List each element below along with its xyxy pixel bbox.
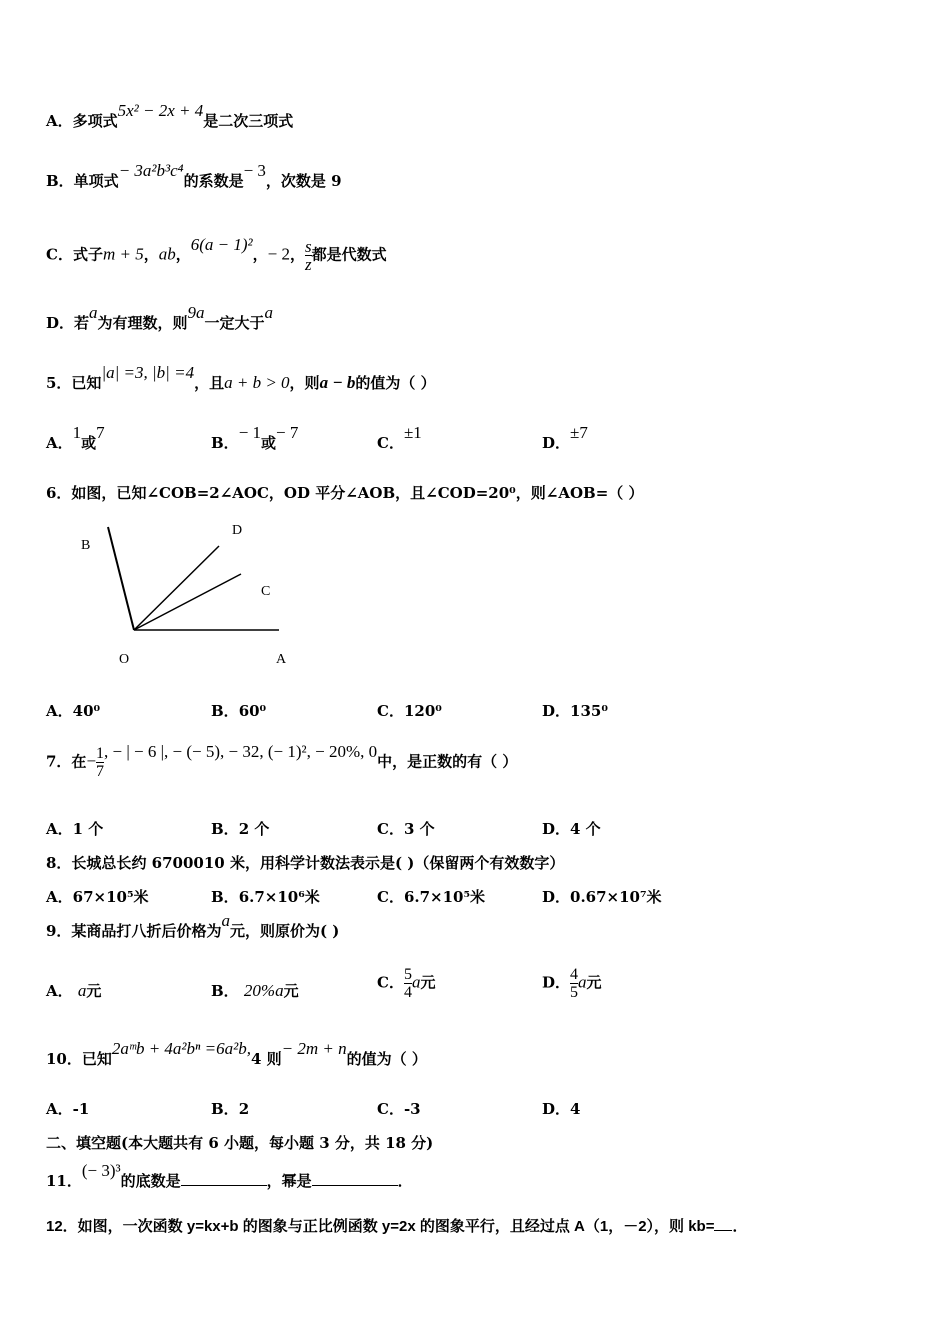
option-c-e1: m + 5 — [102, 244, 144, 264]
question-12 — [46, 1215, 748, 1236]
option-d-mid: 为有理数，则 — [97, 314, 188, 332]
option-value: 2 个 — [238, 820, 270, 838]
q11-end: ． — [397, 1172, 413, 1190]
question-11 — [46, 1161, 413, 1191]
q5-condition2: a + b > 0 — [224, 373, 290, 392]
q5-mid: ，且 — [194, 374, 225, 392]
option-fraction — [404, 966, 412, 1001]
q8-option-a — [46, 886, 149, 907]
option-letter: B． — [211, 702, 239, 720]
q8-text: 8．长城总长约 6700010 米，用科学计数法表示是( )（保留两个有效数字） — [46, 854, 565, 872]
q11-number: 11． — [46, 1172, 82, 1190]
option-d-var3: a — [264, 303, 274, 322]
q9-option-a — [46, 980, 101, 1001]
option-value: -1 — [72, 1100, 90, 1118]
option-or: 或 — [261, 434, 277, 452]
q8-option-b — [211, 886, 320, 907]
q11-expr: (− 3)³ — [81, 1161, 121, 1180]
option-letter: D． — [542, 888, 571, 906]
q12-end: ． — [732, 1218, 748, 1235]
q12-text: 12．如图，一次函数 y=kx+b 的图象与正比例函数 y=2x 的图象平行，且经过点 A（1，－2），则 kb= — [46, 1218, 715, 1235]
option-var: a — [578, 972, 587, 992]
q5-tail: 的值为（ ） — [355, 374, 436, 392]
option-letter: B． — [211, 820, 239, 838]
q5-option-d — [542, 423, 588, 453]
q10-pre: 10．已知 — [46, 1050, 112, 1068]
question-10-stem — [46, 1039, 427, 1069]
option-letter: C． — [377, 702, 404, 720]
option-value: ±7 — [570, 423, 588, 442]
option-letter: C． — [377, 973, 404, 992]
q10-mid: 4 则 — [250, 1050, 282, 1068]
option-c-e4: − 2 — [267, 244, 290, 264]
q9-tail: 元，则原价为( ) — [229, 922, 340, 940]
q7-neg: − — [86, 751, 97, 771]
option-c-e2: ab — [158, 244, 176, 264]
q5-option-c — [377, 423, 422, 453]
option-c-sep: ， — [289, 245, 305, 264]
option-b-coef: − 3 — [243, 161, 266, 180]
q5-pre: 5．已知 — [46, 374, 102, 392]
option-c-fraction — [305, 238, 312, 273]
option-letter: D． — [542, 820, 571, 838]
q10-option-b — [211, 1098, 249, 1119]
q7-option-c — [377, 818, 435, 839]
q10-expr2: − 2m + n — [281, 1039, 347, 1058]
fraction-denominator: 4 — [403, 984, 412, 1001]
q7-option-a — [46, 818, 103, 839]
label-a: A — [276, 652, 287, 667]
option-value: -3 — [403, 1100, 421, 1118]
fraction-numerator: 5 — [403, 966, 412, 983]
option-value: 0.67×10⁷米 — [570, 888, 662, 906]
option-letter: A． — [46, 434, 73, 452]
option-c-sep: ， — [143, 245, 159, 264]
option-b-monomial — [46, 161, 342, 191]
option-a-tail: 是二次三项式 — [203, 112, 294, 130]
q10-option-a — [46, 1098, 89, 1119]
option-value: 60⁰ — [238, 702, 267, 720]
option-letter: B． — [211, 1100, 239, 1118]
label-b: B — [81, 538, 91, 553]
option-c-sep: ， — [175, 245, 191, 264]
section-2-title — [46, 1132, 433, 1153]
q5-expr: a − b — [319, 373, 356, 392]
ray-ob — [108, 527, 134, 630]
fraction-denominator: 7 — [96, 763, 105, 780]
option-value: ±1 — [403, 423, 422, 442]
option-d-var2: 9a — [187, 303, 205, 322]
option-value: 1 — [72, 423, 82, 442]
q8-option-d — [542, 886, 662, 907]
option-d-var: a — [89, 303, 98, 322]
fraction-denominator: z — [305, 255, 312, 274]
q11-blank-base[interactable] — [181, 1173, 267, 1186]
fraction-numerator: 4 — [570, 966, 579, 983]
option-value: − 1 — [238, 423, 262, 442]
option-value: 4 个 — [570, 820, 601, 838]
q6-option-b — [211, 700, 266, 721]
q9-option-c — [377, 966, 435, 1001]
option-value: 3 个 — [403, 820, 435, 838]
q11-text1: 的底数是 — [120, 1172, 181, 1190]
q9-var: a — [221, 911, 230, 930]
section-title-text: 二、填空题(本大题共有 6 小题，每小题 3 分，共 18 分) — [46, 1134, 434, 1152]
option-letter: C． — [377, 888, 404, 906]
q12-blank[interactable] — [714, 1218, 732, 1231]
option-or: 或 — [81, 434, 97, 452]
option-letter: B． — [211, 888, 239, 906]
q7-tail: 中，是正数的有（ ） — [377, 752, 518, 771]
q11-blank-power[interactable] — [312, 1173, 398, 1186]
q7-option-d — [542, 818, 601, 839]
question-7-stem — [46, 741, 518, 780]
option-letter: B． — [211, 434, 239, 452]
option-value: 7 — [96, 423, 105, 442]
option-letter: A． — [46, 982, 73, 1000]
q6-option-a — [46, 700, 100, 721]
q9-option-d — [542, 966, 602, 1001]
option-unit: 元 — [283, 982, 299, 1000]
option-a-expr: 5x² − 2x + 4 — [117, 101, 204, 120]
q5-condition: |a| =3, |b| =4 — [101, 363, 195, 382]
option-value: − 7 — [276, 423, 299, 442]
q10-expr: 2aᵐb + 4a²bⁿ =6a²b, — [111, 1039, 251, 1058]
option-value: 6.7×10⁶米 — [238, 888, 320, 906]
ray-od — [134, 546, 219, 630]
question-9-stem — [46, 911, 340, 941]
angle-figure — [70, 515, 310, 675]
option-value: 67×10⁵米 — [72, 888, 149, 906]
question-8-stem — [46, 852, 564, 873]
option-fraction — [570, 966, 578, 1001]
option-value: 1 个 — [72, 820, 104, 838]
option-letter: A． — [46, 820, 73, 838]
option-unit: 元 — [586, 973, 602, 992]
q5-option-a — [46, 423, 105, 453]
q10-tail: 的值为（ ） — [346, 1050, 427, 1068]
option-b-tail: ，次数是 9 — [265, 172, 342, 190]
option-c-sep: ， — [252, 245, 268, 264]
option-unit: 元 — [420, 973, 436, 992]
q10-option-d — [542, 1098, 580, 1119]
label-d: D — [232, 523, 243, 538]
option-a-polynomial — [46, 101, 294, 131]
option-value: 2 — [238, 1100, 250, 1118]
option-b-label: B．单项式 — [46, 172, 119, 190]
option-value: 6.7×10⁵米 — [403, 888, 486, 906]
option-unit: 元 — [86, 982, 102, 1000]
option-letter: A． — [46, 888, 73, 906]
option-letter: D． — [542, 1100, 571, 1118]
option-a-label: A．多项式 — [46, 112, 118, 130]
q7-pre: 7．在 — [46, 752, 87, 771]
q6-option-c — [377, 700, 442, 721]
option-letter: B． — [211, 982, 239, 1000]
q6-text: 6．如图，已知∠COB=2∠AOC，OD 平分∠AOB，且∠COD=20⁰，则∠AOB=（ ） — [46, 484, 644, 502]
q8-option-c — [377, 886, 485, 907]
q6-option-d — [542, 700, 608, 721]
ray-oc — [134, 574, 241, 630]
option-c-tail: 都是代数式 — [311, 245, 387, 264]
q9-pre: 9．某商品打八折后价格为 — [46, 922, 222, 940]
question-5-stem — [46, 363, 436, 393]
q7-number-list: , − | − 6 |, − (− 5), − 32, (− 1)², − 20%, 0 — [104, 741, 378, 761]
option-value: 135⁰ — [570, 702, 608, 720]
option-letter: D． — [542, 434, 571, 452]
option-letter: C． — [377, 1100, 404, 1118]
option-letter: D． — [542, 702, 571, 720]
question-6-stem — [46, 482, 644, 503]
option-b-mid: 的系数是 — [183, 172, 244, 190]
option-var: a — [411, 972, 421, 992]
option-expr: a — [77, 981, 87, 1000]
option-d-label: D．若 — [46, 314, 90, 332]
fraction-numerator: 1 — [96, 745, 105, 762]
label-c: C — [261, 584, 271, 599]
fraction-denominator: 5 — [570, 984, 579, 1001]
option-d-mid2: 一定大于 — [204, 314, 265, 332]
option-c-label: C．式子 — [46, 245, 103, 264]
option-c-e3: 6(a − 1)² — [190, 234, 253, 254]
option-letter: D． — [542, 973, 571, 992]
q5-option-b — [211, 423, 299, 453]
option-d-rational — [46, 303, 274, 333]
q7-fraction — [96, 745, 104, 780]
option-letter: A． — [46, 702, 73, 720]
label-o: O — [119, 652, 130, 667]
q5-mid2: ，则 — [289, 374, 320, 392]
option-letter: C． — [377, 820, 404, 838]
q9-option-b — [211, 980, 299, 1001]
option-expr: 20%a — [243, 981, 284, 1000]
q11-text2: ，幂是 — [266, 1172, 312, 1190]
option-value: 4 — [570, 1100, 581, 1118]
option-letter: C． — [377, 434, 404, 452]
q7-option-b — [211, 818, 269, 839]
option-letter: A． — [46, 1100, 73, 1118]
fraction-numerator: s — [305, 237, 312, 256]
option-c-expressions — [46, 234, 387, 274]
option-value: 120⁰ — [403, 702, 442, 720]
option-b-expr: − 3a²b³c⁴ — [118, 161, 184, 180]
q10-option-c — [377, 1098, 421, 1119]
option-value: 40⁰ — [72, 702, 101, 720]
